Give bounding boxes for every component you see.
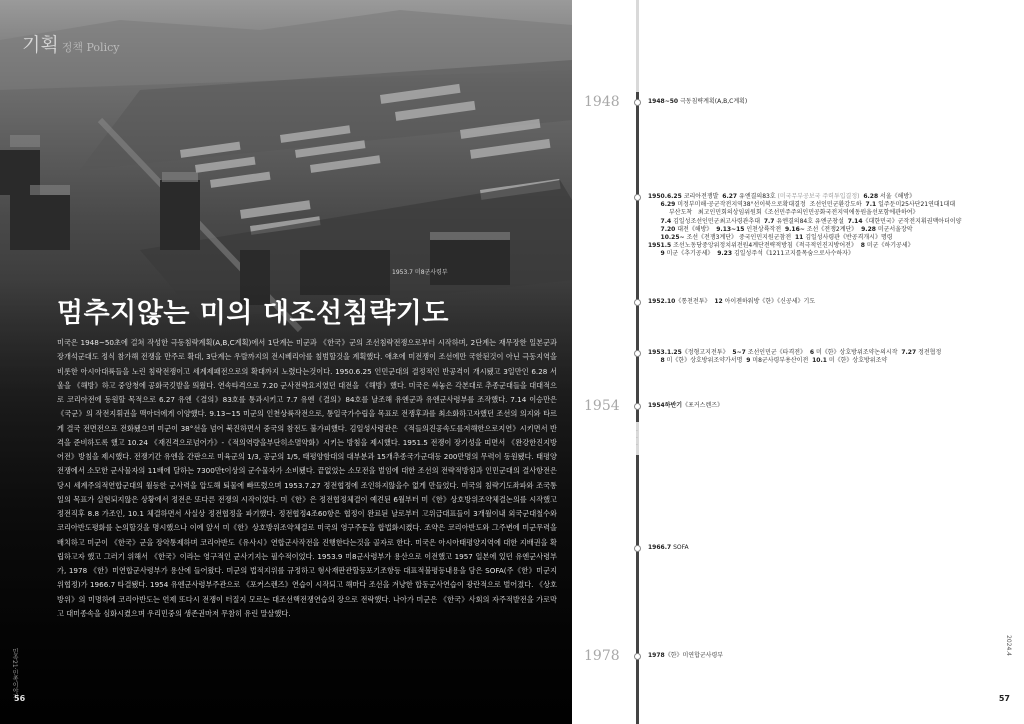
timeline-date: 1950.6.25 — [648, 193, 682, 200]
timeline-entry — [648, 193, 1018, 259]
timeline-date: 1978 — [648, 652, 665, 659]
timeline-event: 조선《전쟁3계단》 중국인민지원군참전 — [684, 234, 795, 242]
timeline-line — [648, 193, 1018, 201]
timeline-date: 7.1 — [865, 201, 877, 209]
timeline-dot — [634, 299, 641, 306]
timeline-event: (미국무부공보국 주력투입결정) — [777, 193, 860, 200]
timeline-event: 서울《해방》 — [878, 193, 916, 200]
timeline-ellipsis: · · · — [636, 428, 638, 449]
timeline-date: 1954하반기 — [648, 402, 683, 409]
timeline-segment-dark — [636, 455, 639, 724]
timeline-date: 7.20 — [648, 225, 676, 233]
timeline-date: 9 — [746, 357, 751, 365]
timeline-date: 8 — [648, 357, 665, 365]
timeline-date: 9 — [648, 250, 665, 258]
timeline-event: 《통천전투》 — [675, 298, 715, 305]
timeline-date: 1948~50 — [648, 98, 679, 105]
section-label — [22, 30, 119, 57]
timeline-event: 정전협정 — [916, 349, 942, 356]
article-body: 미국은 1948~50초에 걸쳐 작성한 극동침략계획(A,B,C계획)에서 1단계는 미군과 《한국》군의 조선침략전쟁으로부터 시작하며, 2단계는 재무장한 일본군과 장개석군대도 정식 참가해 전쟁을 만주로 확대, 3단계는 우랄까지의 전시베리아를 침범할것을 계획했다. 애초에 미전쟁이 조선에만 국한된것이 아닌 극동지역을 비롯한 아시아대륙들을 노린 침략전쟁이고 세계제패전으로의 확대까지 노렸다는것이다. 1950.6.25 인민군대의 결정적인 반공격이 개시됐고 3일만인 6.28 서울을 《해방》하고 중앙청에 공화국깃발을 띄웠다. 연속타격으로 7.20 군사전략요지였던 대전을 《해방》했다. 미국은 싸놓은 각본대로 추종군대들을 대대적으로 코리아전에 동원할 목적으로 6.27 유엔《결의》83호를 통과시키고 7.7 유엔《결의》84호를 날조해 유엔군과 유엔군사령부를 조작했다. 7.14 이승만은 《국군》의 작전지휘권을 맥아더에게 이양했다. 9.13~15 미군의 인천상륙작전으로, 통일국가수립을 목표로 전쟁후과를 최소화하고자했던 조선의 의지와 타르게 결국 전면전으로 전화됐으며 미군이 38°선을 넘어 북진하면서 중국의 참전도 불가피했다. 김일성사령관은 《적들의진공속도를저해한으로지연》시키면서 반격을 준비하도록 했고 10.24 《재진격으로넘어가》-《적의역량을부단히소멸약화》시키는 방침을 제시했다. 1951.5 전쟁이 장기성을 띠면서 《완강한진지방어전》방침을 제시했다. 전쟁기간 유엔을 간판으로 미육군의 1/3, 공군의 1/5, 태평양함대의 대부분과 15개추종국가군대등 200만명의 무력이 동원됐다. 태평양전쟁에서 소모한 군사물자의 11배에 달하는 7300만t이상의 군수물자가 소비됐다. 끝없었는 소모전을 벌임에 대한 조선의 전략적방침과 인민군대의 결사항전은 당시 세계주의적연합군대의 월등한 군사력을 압도해 퇴물에 빠뜨렸으며 1953.7.27 정전협정에 조인하지않을수 없게 만들었다. 미국의 침략기도좌파와 조국통일의 목표가 실현되지않은 상황에서 정전은 또다른 전쟁의 시작이었다. 미《한》은 정전협정체결이 예견된 6월부터 미《한》상호방위조약체결논의를 시작했고 정전직후 8.8 가조인, 10.1 체결하면서 사실상 정전협정을 파기했다. 정전협정4조60항은 협정이 완료된 날로부터 고위급대표들이 3개월이내 외국군대철수와 코리아반도평화를 논의할것을 명시했으나 이에 앞서 미《한》상호방위조약체결로 미국의 영구주둔을 합법화시켰다. 조약은 코리아반도와 그주변에 미군무력을 배치하고 미군이 《한국》군을 장악통제하며 코리아반도《유사시》연합군사작전을 진행한다는것을 골자로 한다. 미국은 아시아태평양지역에 대한 지배권을 확립하고자 했고 그러기 위해서 《한국》이라는 영구적인 군사기지는 필수적이었다. 1953.9 미8군사령부가 용산으로 이전했고 1957 일본에 있던 유엔군사령부가, 1978 《한》미연합군사령부가 용산에 들어왔다. 미군의 법적지위를 규정하고 형사재판관할등포기조항등 대표적불평등내용을 담은 SOFA(주《한》미군지위협정)가 1966.7 타결됐다. 1954 유엔군사령부주관으로 《포커스렌즈》연습이 시작되고 해마다 조선을 겨냥한 합동군사연습이 광란적으로 벌어졌다. 《상호방위》의 미명하에 코리아반도는 언제 또다시 전쟁이 터질지 모르는 대조선핵전쟁연습의 장으로 전락했다. 나아가 미군은 《한국》사회의 자주적발전을 가로막고 대미종속을 심화시켰으며 우리민중의 생존권마저 무참히 유린 말살했다. — [57, 338, 557, 618]
timeline-event: 《정형고지전투》 — [681, 349, 733, 356]
timeline-event: 미《한》상호방위조약가서명 — [664, 357, 747, 365]
timeline-segment-dark — [636, 92, 639, 422]
timeline-date: 1951.5 — [648, 242, 672, 250]
timeline-event: 김일성사령관《반공격개시》명령 — [803, 234, 893, 242]
timeline-event: 대전《해방》 — [675, 225, 717, 233]
timeline-event: 일주둔미25사단21연대1대대 — [876, 201, 956, 209]
timeline-event: 미군《하기공세》 — [864, 242, 914, 250]
timeline-date: 11 — [794, 234, 804, 242]
timeline-dot — [634, 653, 641, 660]
timeline-date: 7.7 — [763, 217, 775, 225]
timeline-line — [648, 298, 1018, 306]
timeline-line — [648, 209, 1018, 217]
timeline-dot — [634, 403, 641, 410]
page-number-right: 57 — [998, 694, 1010, 703]
timeline-year: 1954 — [584, 398, 620, 414]
article-title: 멈추지않는 미의 대조선침략기도 — [57, 298, 449, 329]
timeline-event: 조선《전쟁2계단》 — [804, 225, 862, 233]
timeline-event: 미《한》상호방위조약 — [826, 357, 888, 365]
timeline-date: 7.14 — [847, 217, 863, 225]
timeline-line — [648, 234, 1018, 242]
timeline-entry — [648, 652, 1018, 660]
photo-caption: 1953.7 미8군사령부 — [392, 269, 448, 276]
timeline-line — [648, 218, 1018, 226]
timeline-date: 6.29 — [648, 201, 676, 209]
timeline-line — [648, 357, 1018, 365]
timeline-event: 김일성주석《1211고지를목숨으로사수하자》 — [732, 250, 854, 258]
timeline-date: 7.4 — [648, 217, 672, 225]
timeline-date: 9.23 — [717, 250, 733, 258]
timeline-line — [648, 226, 1018, 234]
timeline-event: 미군《추기공세》 — [664, 250, 718, 258]
timeline — [572, 0, 1024, 724]
timeline-event: 극동침략계획(A,B,C계획) — [678, 98, 748, 105]
timeline-date: 10.1 — [812, 357, 827, 365]
timeline-dot — [634, 194, 641, 201]
timeline-dot — [634, 99, 641, 106]
timeline-event: 《한》미연합군사령부 — [664, 652, 724, 659]
timeline-event: 미《한》상호방위조약논의시작 — [814, 349, 902, 356]
timeline-date: 6.28 — [863, 193, 879, 200]
timeline-event: 조선노동당중앙위정치위전원4계단전략적방침《적극적인진지방어전》 — [671, 242, 861, 250]
magazine-section-vertical: 민족21·민족이야기 — [11, 648, 18, 700]
timeline-event: 유엔결의84호 유엔군창설 — [774, 217, 848, 225]
timeline-event: 《포커스렌즈》 — [682, 402, 724, 409]
timeline-event: 부산도착 최고인민회의상임위원회《조선민주주의인민공화국전지역에동원을선포함에관하여》 — [648, 209, 919, 217]
timeline-date: 5~7 — [732, 349, 746, 356]
timeline-event: 미군서울장악 — [875, 225, 913, 233]
timeline-date: 10.25~ — [648, 234, 685, 242]
timeline-entry — [648, 544, 1018, 552]
timeline-date: 1966.7 — [648, 544, 672, 551]
timeline-date: 8 — [860, 242, 865, 250]
timeline-line — [648, 544, 1018, 552]
timeline-event: 김일성조선인민군최고사령관추대 — [671, 217, 764, 225]
timeline-entry — [648, 298, 1018, 306]
timeline-line — [648, 250, 1018, 258]
timeline-dot — [634, 350, 641, 357]
timeline-line — [648, 349, 1018, 357]
timeline-entry — [648, 98, 1018, 106]
timeline-event: 인천상륙작전 — [744, 225, 785, 233]
timeline-date: 9.13~15 — [716, 225, 745, 233]
timeline-date: 12 — [714, 298, 723, 305]
timeline-date: 6 — [809, 349, 815, 356]
timeline-event: 미8군사령부용산이전 — [750, 357, 813, 365]
section-label-korean: 기획 — [22, 34, 59, 56]
timeline-date: 7.27 — [901, 349, 917, 356]
timeline-entry — [648, 402, 1018, 410]
page-number-left: 56 — [14, 694, 26, 703]
timeline-event: 코리아전쟁발 — [681, 193, 723, 200]
timeline-entry — [648, 349, 1018, 365]
section-label-english: 정책 Policy — [61, 41, 120, 54]
timeline-event: 《대한민국》군작전지휘권맥아더이양 — [862, 217, 962, 225]
timeline-date: 9.16~ — [784, 225, 805, 233]
timeline-event: 조선인민군《타격전》 — [745, 349, 810, 356]
timeline-dot — [634, 545, 641, 552]
timeline-year: 1948 — [584, 94, 620, 110]
timeline-line — [648, 652, 1018, 660]
issue-date-vertical: 2024.4 — [1005, 635, 1012, 656]
timeline-date: 1952.10 — [648, 298, 676, 305]
timeline-line — [648, 402, 1018, 410]
timeline-event: 아이젠하워방《한》《신공세》기도 — [722, 298, 816, 305]
timeline-date: 9.28 — [861, 225, 876, 233]
timeline-event: SOFA — [671, 544, 689, 551]
timeline-year: 1978 — [584, 648, 620, 664]
timeline-line — [648, 98, 1018, 106]
timeline-event: 미정부미해·공군작전지역38°선이북으로확대결정 조선인민군환강도하 — [675, 201, 866, 209]
timeline-date: 6.27 — [722, 193, 738, 200]
timeline-event: 유엔결의83호 — [737, 193, 778, 200]
timeline-date: 1953.1.25 — [648, 349, 682, 356]
